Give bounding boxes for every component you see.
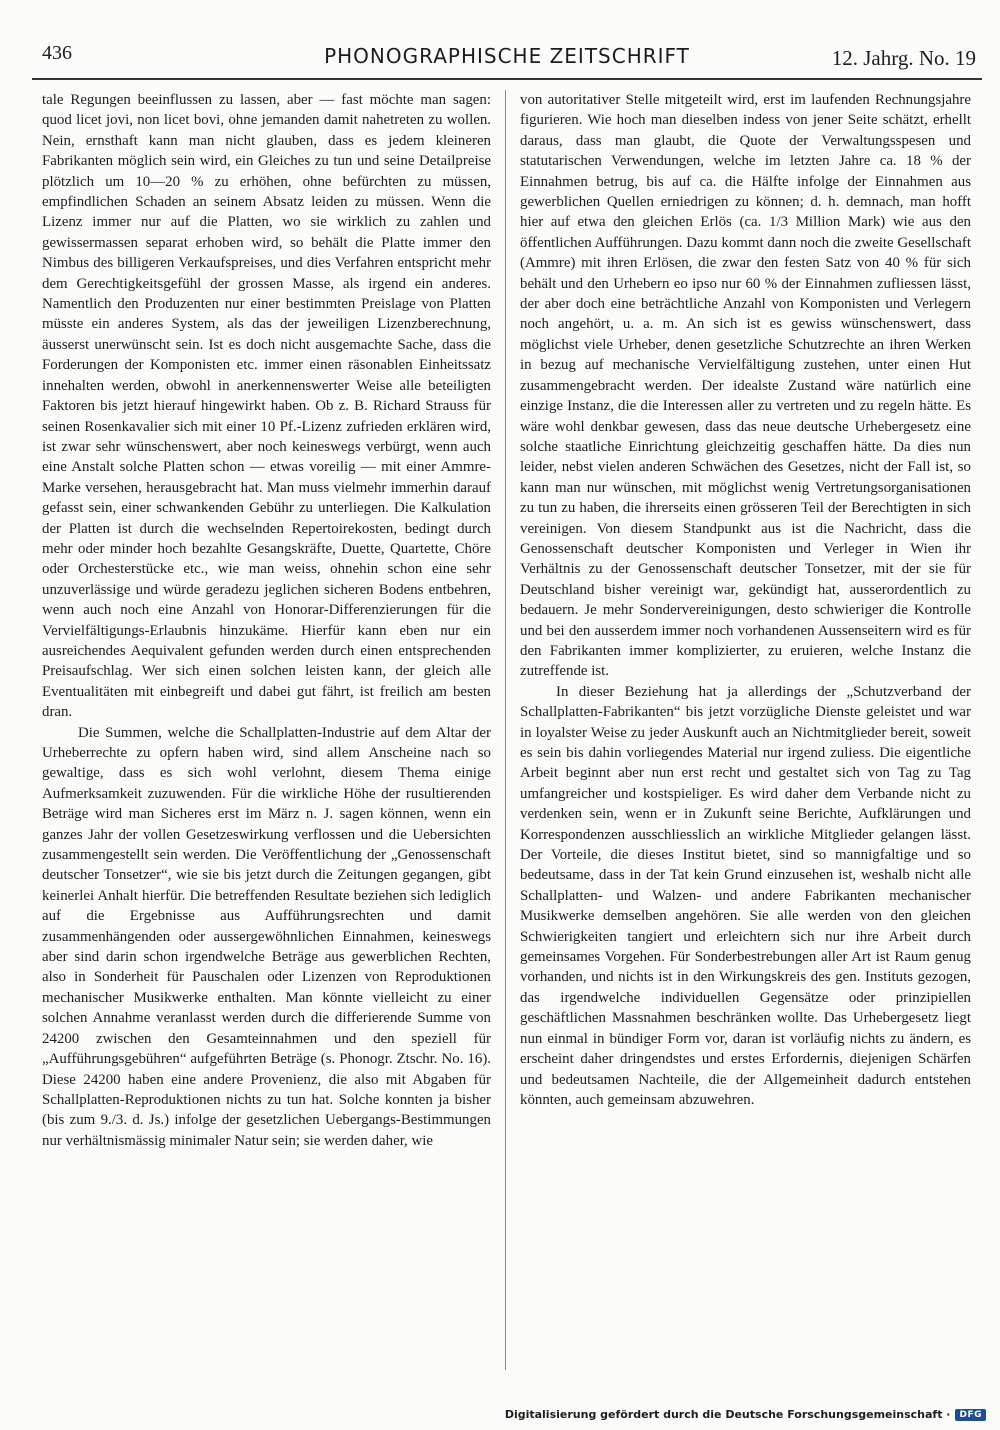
page-header bbox=[32, 38, 982, 80]
digitization-footer bbox=[505, 1408, 986, 1421]
footer-text: Digitalisierung gefördert durch die Deutsche Forschungsgemeinschaft · bbox=[504, 1408, 951, 1421]
paragraph: In dieser Beziehung hat ja allerdings der „Schutzverband der Schallplatten-Fabrikanten“ bis jetzt vorzügliche Dienste geleistet und war in loyalster Weise zu jeder Auskunft auch an Nichtmitglieder bereit, soweit es sein bis dahin vorliegendes Material nur irgend zuliess. Die eigentliche Arbeit beginnt aber nun erst recht und gestaltet sich von Tag zu Tag umfangreicher und kostspieliger. Es wird daher dem Verbande nicht zu verdenken sein, wenn er in Zukunft seine Berichte, Aufklärungen und Korrespondenzen ausschliesslich an wirkliche Mitglieder gelangen lässt. Der Vorteile, die dieses Institut bietet, sind so mannigfaltige und so bedeutsame, dass in der Tat kein Grund einzusehen ist, weshalb nicht alle Schallplatten- und Walzen- und andere Fabrikanten mechanischer Musikwerke demselben angehören. Sie alle werden von den gleichen Schwierigkeiten tangiert und erleichtern sich nur ihre Arbeit durch gemeinsames Vorgehen. Für Sonderbestrebungen aller Art ist Raum genug vorhanden, und nichts ist in den Wirkungskreis des gen. Instituts gezogen, das irgendwelche individuellen Gegensätze oder prinzipiellen geschäftlichen Massnahmen beschränken wollte. Das Urhebergesetz liegt nun einmal in bündiger Form vor, daran ist vorläufig nichts zu ändern, es erscheint daher dringendstes und erstes Erfordernis, diejenigen Schärfen und bedeutsamen Nachteile, die der Allgemeinheit dadurch entstehen könnten, auch gemeinsam abzuwehren. bbox=[520, 683, 971, 1108]
paragraph: von autoritativer Stelle mitgeteilt wird, erst im laufenden Rechnungsjahre figurieren. Wie hoch man dieselben indess von jener Seite schätzt, erhellt daraus, dass man glaubt, die Quote der Verwaltungsspesen und statutarischen Verwendungen, welche im letzten Jahre ca. 18 % der Einnahmen betrug, bis auf ca. die Hälfte infolge der Einnahmen aus gewerblichen Quellen erniedrigen zu können; d. h. demnach, man hofft hier auf etwa den gleichen Erlös (ca. 1/3 Million Mark) wie aus den öffentlichen Aufführungen. Dazu kommt dann noch die zweite Gesellschaft (Ammre) mit ihren Erlösen, die zwar den festen Satz von 40 % für sich behält und den Urhebern eo ipso nur 60 % der Einnahmen zufliessen lässt, der aber doch eine beträchtliche Anzahl von Komponisten und Verlegern noch angehört, u. a. m. An sich ist es gewiss wünschenswert, dass möglichst viele Urheber, denen gesetzliche Schutzrechte an ihren Werken in bezug auf mechanische Vervielfältigung zustehen, unter einen Hut zusammengebracht werden. Der idealste Zustand wäre natürlich eine einzige Instanz, die die Interessen aller zu vertreten und zu regeln hätte. Es wäre wohl denkbar gewesen, dass das neue deutsche Urhebergesetz eine solche staatliche Einrichtung gleichzeitig geschaffen hätte. Da dies nun leider, nebst vielen anderen Schwächen des Gesetzes, nicht der Fall ist, so kann man nur wünschen, mit möglichst wenig Vertretungsorganisationen zu tun zu haben, die ihrerseits einen grösseren Teil der Berechtigten in sich vereinigen. Von diesem Standpunkt aus ist die Nachricht, dass die Genossenschaft deutscher Komponisten und Verleger in Wien ihr Verhältnis zu der Genossenschaft deutscher Tonsetzer, mit der sie für Deutschland bisher vereinigt war, gekündigt hat, ausserordentlich zu bedauern. Je mehr Sondervereinigungen, desto schwieriger die Kontrolle und bei den ausserdem immer noch vorhandenen Aussenseitern wird es für den Fabrikanten immer komplizierter, zu eruieren, welche Instanz die zutreffende ist. bbox=[520, 92, 971, 680]
right-column bbox=[520, 90, 971, 1110]
left-column bbox=[42, 90, 491, 1151]
paragraph: Die Summen, welche die Schallplatten-Industrie auf dem Altar der Urheberrechte zu opfern haben wird, sind allem Anscheine nach so gewaltige, dass es sich wohl verlohnt, diesem Thema einige Aufmerksamkeit zuzuwenden. Für die wirkliche Höhe der rusultierenden Beträge wird man Sicheres erst im März n. J. sagen können, wenn ein ganzes Jahr der vollen Gesetzeswirkung verflossen und die Uebersichten zusammengestellt sein werden. Die Veröffentlichung der „Genossenschaft deutscher Tonsetzer“, wie sie bis jetzt durch die Zeitungen gegangen, gibt keinerlei Anhalt hierfür. Die betreffenden Resultate beziehen sich lediglich auf die Ergebnisse aus Aufführungsrechten und damit zusammenhängenden oder aussergewöhnlichen Einnahmen, keineswegs aber sind darin schon irgendwelche Beträge aus gewerblichen Rechten, also in Sonderheit für Pauschalen oder Lizenzen von Reproduktionen mechanischer Musikwerke enthalten. Man könnte vielleicht zu einer solchen Annahme veranlasst werden durch die differierende Summe von 24200 zwischen den Gesamteinnahmen und den speziell für „Aufführungsgebühren“ aufgeführten Beträge (s. Phonogr. Ztschr. No. 16). Diese 24200 haben eine andere Provenienz, die also mit Abgaben für Schallplatten-Reproduktionen nichts zu tun hat. Solche konnten ja bisher (bis zum 9./3. d. Js.) infolge der gesetzlichen Uebergangs-Bestimmungen nur verhältnismässig minimaler Natur sein; sie werden daher, wie bbox=[42, 724, 491, 1149]
column-divider bbox=[505, 90, 506, 1370]
issue-label: 12. Jahrg. No. 19 bbox=[831, 46, 976, 70]
paragraph: tale Regungen beeinflussen zu lassen, aber — fast möchte man sagen: quod licet jovi, non licet bovi, ohne jemanden damit nahetreten zu wollen. Nein, ernsthaft kann man nicht glauben, dass es jedem kleineren Fabrikanten möglich sein wird, ein Gleiches zu tun und seine Detailpreise plötzlich um 10—20 % zu erhöhen, ohne befürchten zu müssen, empfindlichen Schaden an seinem Absatz leiden zu müssen. Wenn die Lizenz immer nur auf die Platten, wo sie wirklich zu zahlen und gewissermassen separat erhoben wird, so behält die Platte immer den Nimbus des billigeren Verkaufspreises, und dies Verfahren entspricht mehr dem Gerechtigkeitsgefühl der grossen Masse, als irgend ein anderes. Namentlich den Produzenten nur einer bestimmten Preislage von Platten müsste ein anderes System, als das der jeweiligen Lizenzberechnung, äusserst unerwünscht sein. Ist es doch nicht ausgemachte Sache, dass die Forderungen der Komponisten etc. immer einen räsonablen Einheitssatz innehalten werden, obwohl in anerkennenswerter Weise alle beteiligten Faktoren bis jetzt hierauf hingewirkt haben. Ob z. B. Richard Strauss für seinen Rosenkavalier sich mit einer 10 Pf.-Lizenz zufrieden erklären wird, ist zwar sehr wünschenswert, aber noch keineswegs verbürgt, wenn auch eine Anstalt solche Platten schon — etwas voreilig — mit einer Ammre-Marke versehen, herausgebracht hat. Man muss vielmehr immerhin darauf gefasst sein, einer schwankenden Gebühr zu unterliegen. Die Kalkulation der Platten ist durch die wechselnden Repertoirekosten, bedingt durch mehr oder minder hoch bezahlte Gesangskräfte, Duette, Quartette, Chöre oder Orchesterstücke etc., wie man weiss, ohnehin schon eine sehr unzuverlässige und würde geradezu jeglichen sicheren Bodens entbehren, wenn auch noch eine Anzahl von Honorar-Differenzierungen für die Vervielfältigungs-Erlaubnis hinzukäme. Hierfür kann eben nur ein ausreichendes Aequivalent gefunden werden durch einen entsprechenden Preisaufschlag. Wer sich einen solchen leisten kann, der gleich alle Eventualitäten mit einbegreift und dabei gut fährt, ist freilich am besten dran. bbox=[42, 92, 491, 721]
journal-title: PHONOGRAPHISCHE ZEITSCHRIFT bbox=[324, 44, 690, 68]
dfg-logo: DFG bbox=[955, 1409, 986, 1421]
page-number: 436 bbox=[42, 42, 72, 64]
